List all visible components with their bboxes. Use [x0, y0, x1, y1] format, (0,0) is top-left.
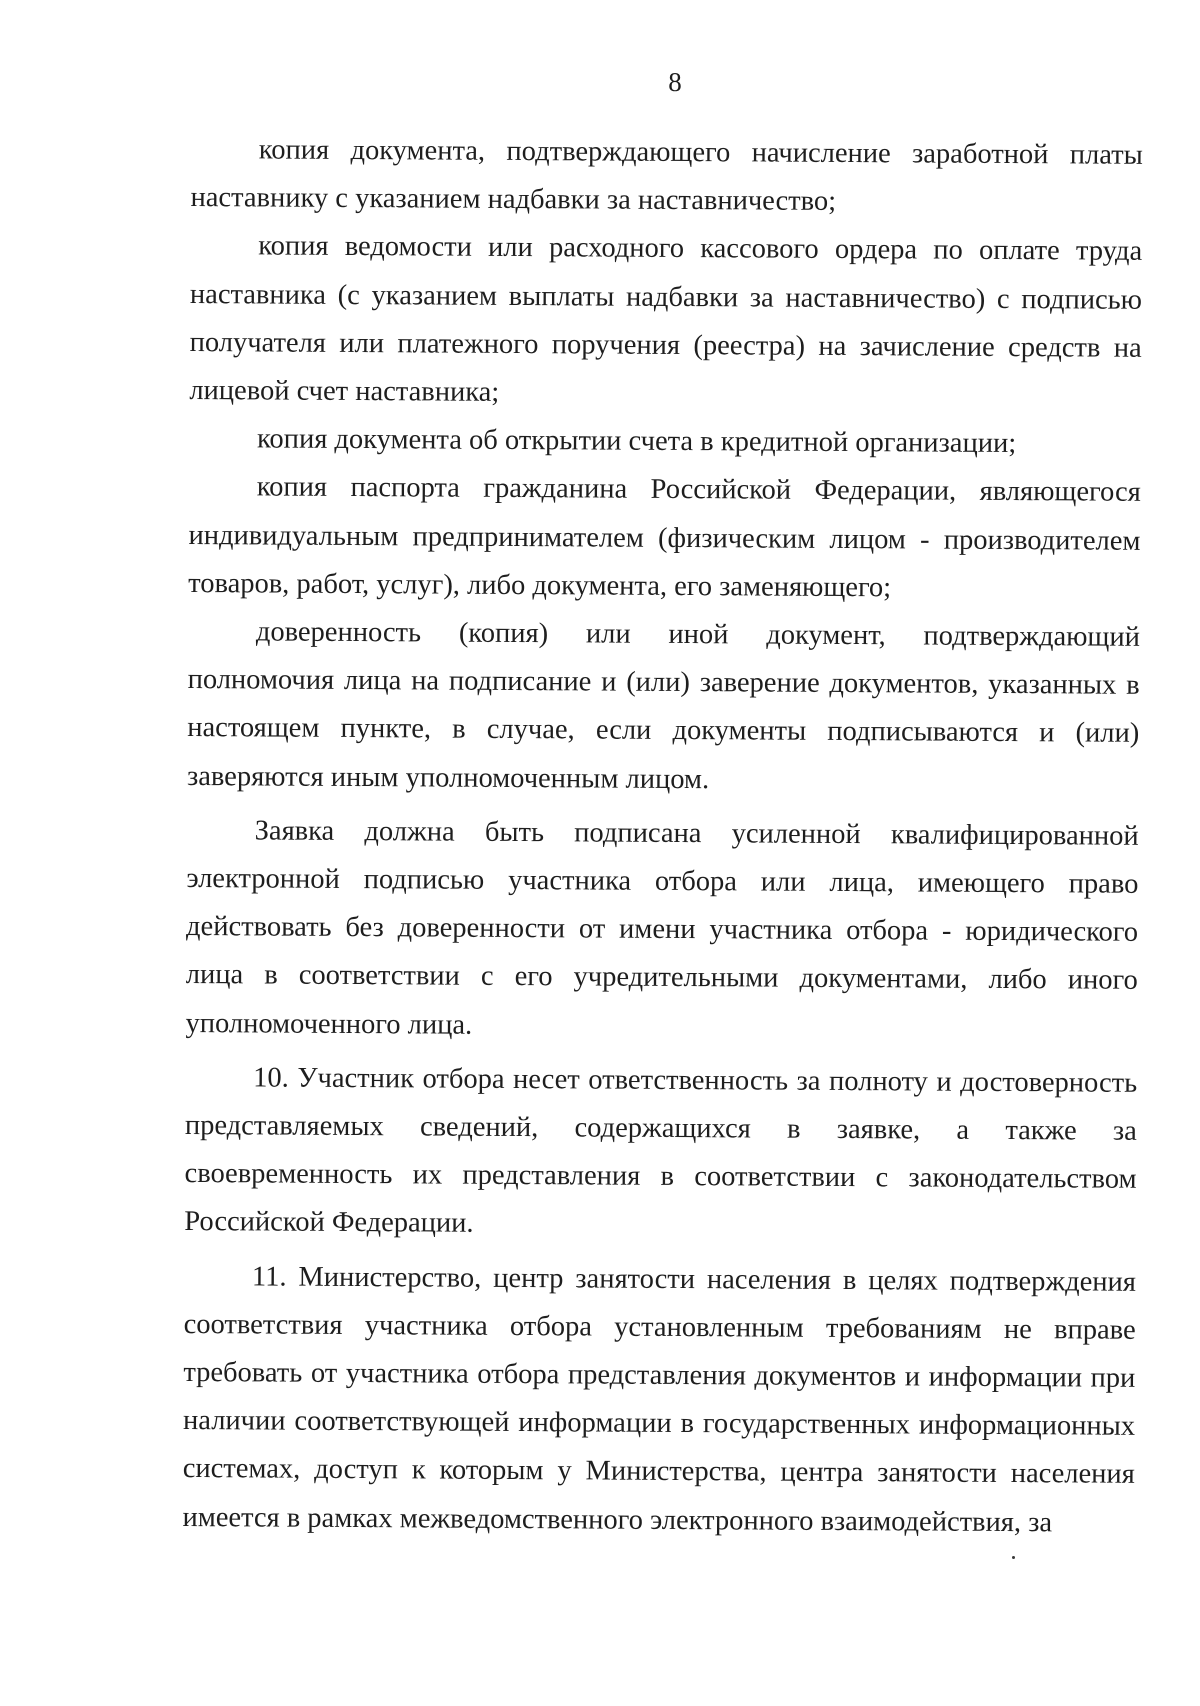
document-body	[182, 126, 1143, 1548]
paragraph-clause-10: 10. Участник отбора несет ответственность за полноту и достоверность представляемых сведений, содержащихся в заявке, а также за своевременность их представления в соответствии с законодательством Российской Федерации.	[184, 1062, 1138, 1240]
paragraph-clause-11: 11. Министерство, центр занятости населения в целях подтверждения соответствия участника отбора установленным требованиям не вправе требовать от участника отбора представления документов и информации при наличии соответствующей информации в государственных информационных системах, доступ к которым у Министерства, центра занятости населения имеется в рамках межведомственного электронного взаимодействия, за	[182, 1261, 1137, 1538]
paragraph-application-signature: Заявка должна быть подписана усиленной квалифицированной электронной подписью участника отбора или лица, имеющего право действовать без доверенности от имени участника отбора - юридического лица в соответствии с его учредительными документами, либо иного уполномоченного лица.	[185, 815, 1139, 1041]
paragraph-passport-copy: копия паспорта гражданина Российской Федерации, являющегося индивидуальным предпринимателем (физическим лицом - производителем товаров, работ, услуг), либо документа, его заменяющего;	[188, 471, 1141, 604]
paragraph-power-of-attorney: доверенность (копия) или иной документ, подтверждающий полномочия лица на подписание и (или) заверение документов, указанных в настоящем пункте, в случае, если документы подписываются и (или) заверяются иным уполномоченным лицом.	[186, 616, 1140, 795]
page-number: 8	[668, 67, 682, 97]
paragraph-salary-document: копия документа, подтверждающего начисление заработной платы наставнику с указанием надбавки за наставничество;	[190, 134, 1143, 218]
paragraph-payment-statement: копия ведомости или расходного кассового ордера по оплате труда наставника (с указанием выплаты надбавки за наставничество) с подписью получателя или платежного поручения (реестра) на зачисление средств на лицевой счет наставника;	[189, 230, 1143, 408]
scan-speck	[1012, 1556, 1015, 1559]
paragraph-bank-account-document: копия документа об открытии счета в кредитной организации;	[256, 423, 1017, 460]
